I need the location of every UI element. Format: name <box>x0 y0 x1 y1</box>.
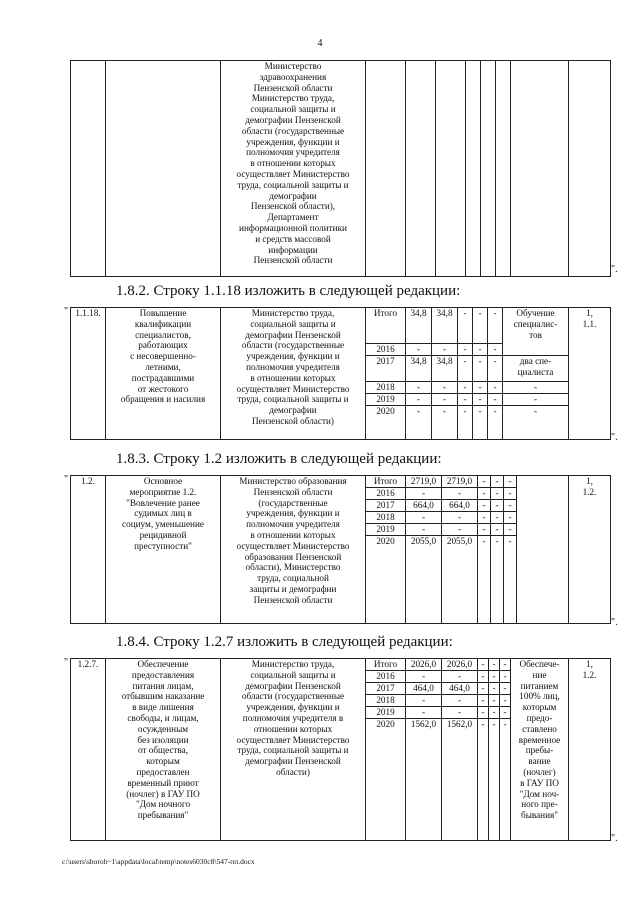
cell-indicator <box>517 476 569 624</box>
footer-file-path: c:\users\shoroh~1\appdata\local\temp\notes6030c8\547-пп.docx <box>62 857 255 866</box>
table-row-1-2-7: 1.2.7. Обеспечение предоставления питания лицам, отбывшим наказание в виде лишения свободы, и лицам, осужденным без изоляции от общества, которым предоставлен временный приют (ночлег) в ГАУ ПО "Дом ночного пребывания" Министерство труда, социальной защиты и демографии Пензенской области (государственные учреждения, функции и полномочия учредителя в отношении которых осуществляет Министерство труда, социальной защиты и демографии Пензенской области) Итого 2026,0 2026,0 - - - Обеспече- ние питанием 100% лиц, которым предо- ставлено временное пребы- вание (ночлег) в ГАУ ПО "Дом ноч- ного пре- бывания" 1, 1.2. 2016 - - - - - 2017 464,0 464,0 - - - 2018 - - - - - 2019 - - - - - 2020 1562,0 1562,0 - - - <box>70 658 611 841</box>
cell-executors: Министерство образования Пензенской области (государственные учреждения, функции и полномочия учредителя в отношении которых осуществляет Министерство образования Пензенской области), Министерство труда, социальной защиты и демографии Пензенской области <box>221 476 366 624</box>
close-quote: ". <box>611 432 618 443</box>
open-quote: " <box>64 474 69 485</box>
cell-executors: Министерство труда, социальной защиты и демографии Пензенской области (государственные учреждения, функции и полномочия учредителя в отношении которых осуществляет Министерство труда, социальной защиты и демографии Пензенской области) <box>221 659 366 841</box>
cell-name: Повышение квалификации специалистов, работающих с несовершенно- летними, пострадавшими от жестокого обращения и насилия <box>106 308 221 440</box>
table-row-1-1-18: 1.1.18. Повышение квалификации специалистов, работающих с несовершенно- летними, пострадавшими от жестокого обращения и насилия Министерство труда, социальной защиты и демографии Пензенской области (государственные учреждения, функции и полномочия учредителя в отношении которых осуществляет Министерство труда, социальной защиты и демографии Пензенской области) Итого 34,8 34,8 - - - Обучение специалис- тов 1, 1.1. 2016 - - - - - 2017 34,8 34,8 - - - два спе- циалиста 2018 - - - - - - 2019 - - - - - - 2020 - - - - - - <box>70 307 611 440</box>
page-number: 4 <box>317 38 323 49</box>
cell-indicator: Обучение специалис- тов <box>503 308 569 356</box>
cell-executors: Министерство здравоохранения Пензенской области Министерство труда, социальной защиты и демографии Пензенской области (государственные учреждения, функции и полномочия учредителя в отношении которых осуществляет Министерство труда, социальной защиты и демографии Пензенской области), Департамент информационной политики и средств массовой информации Пензенской области <box>221 61 366 277</box>
cell-num <box>71 61 106 277</box>
close-quote: ". <box>611 833 618 844</box>
table-row-1-2: 1.2. Основное мероприятие 1.2. "Вовлечение ранее судимых лиц в социум, уменьшение рецидивной преступности" Министерство образования Пензенской области (государственные учреждения, функции и полномочия учредителя в отношении которых осуществляет Министерство образования Пензенской области), Министерство труда, социальной защиты и демографии Пензенской области Итого 2719,0 2719,0 - - - 1, 1.2. 2016 - - - - - 2017 664,0 664,0 - - - 2018 - - - - - 2019 - - - - - 2020 2055,0 2055,0 - - - <box>70 475 611 624</box>
cell-regional: 34,8 <box>432 308 458 344</box>
cell-num: 1.1.18. <box>71 308 106 440</box>
close-quote: ". <box>611 264 618 275</box>
heading-1-8-4: 1.8.4. Строку 1.2.7 изложить в следующей редакции: <box>116 634 453 650</box>
cell-link: 1, 1.1. <box>569 308 611 440</box>
cell-name: Обеспечение предоставления питания лицам, отбывшим наказание в виде лишения свободы, и лицам, осужденным без изоляции от общества, которым предоставлен временный приют (ночлег) в ГАУ ПО "Дом ночного пребывания" <box>106 659 221 841</box>
cell-link: 1, 1.2. <box>569 659 611 841</box>
cell-indicator-value: два спе- циалиста <box>503 356 569 382</box>
heading-1-8-3: 1.8.3. Строку 1.2 изложить в следующей редакции: <box>116 451 442 467</box>
heading-1-8-2: 1.8.2. Строку 1.1.18 изложить в следующей редакции: <box>116 283 461 299</box>
cell-link: 1, 1.2. <box>569 476 611 624</box>
cell-name <box>106 61 221 277</box>
open-quote: " <box>64 306 69 317</box>
cell-name: Основное мероприятие 1.2. "Вовлечение ранее судимых лиц в социум, уменьшение рецидивной преступности" <box>106 476 221 624</box>
table-continuation <box>70 60 611 277</box>
close-quote: ". <box>611 617 618 628</box>
cell-total: 34,8 <box>406 308 432 344</box>
open-quote: " <box>64 657 69 668</box>
cell-year: Итого <box>366 308 406 344</box>
cell-num: 1.2. <box>71 476 106 624</box>
cell-executors: Министерство труда, социальной защиты и демографии Пензенской области (государственные учреждения, функции и полномочия учредителя в отношении которых осуществляет Министерство труда, социальной защиты и демографии Пензенской области) <box>221 308 366 440</box>
cell-indicator: Обеспече- ние питанием 100% лиц, которым предо- ставлено временное пребы- вание (ночлег) в ГАУ ПО "Дом ноч- ного пре- бывания" <box>511 659 569 841</box>
cell-num: 1.2.7. <box>71 659 106 841</box>
